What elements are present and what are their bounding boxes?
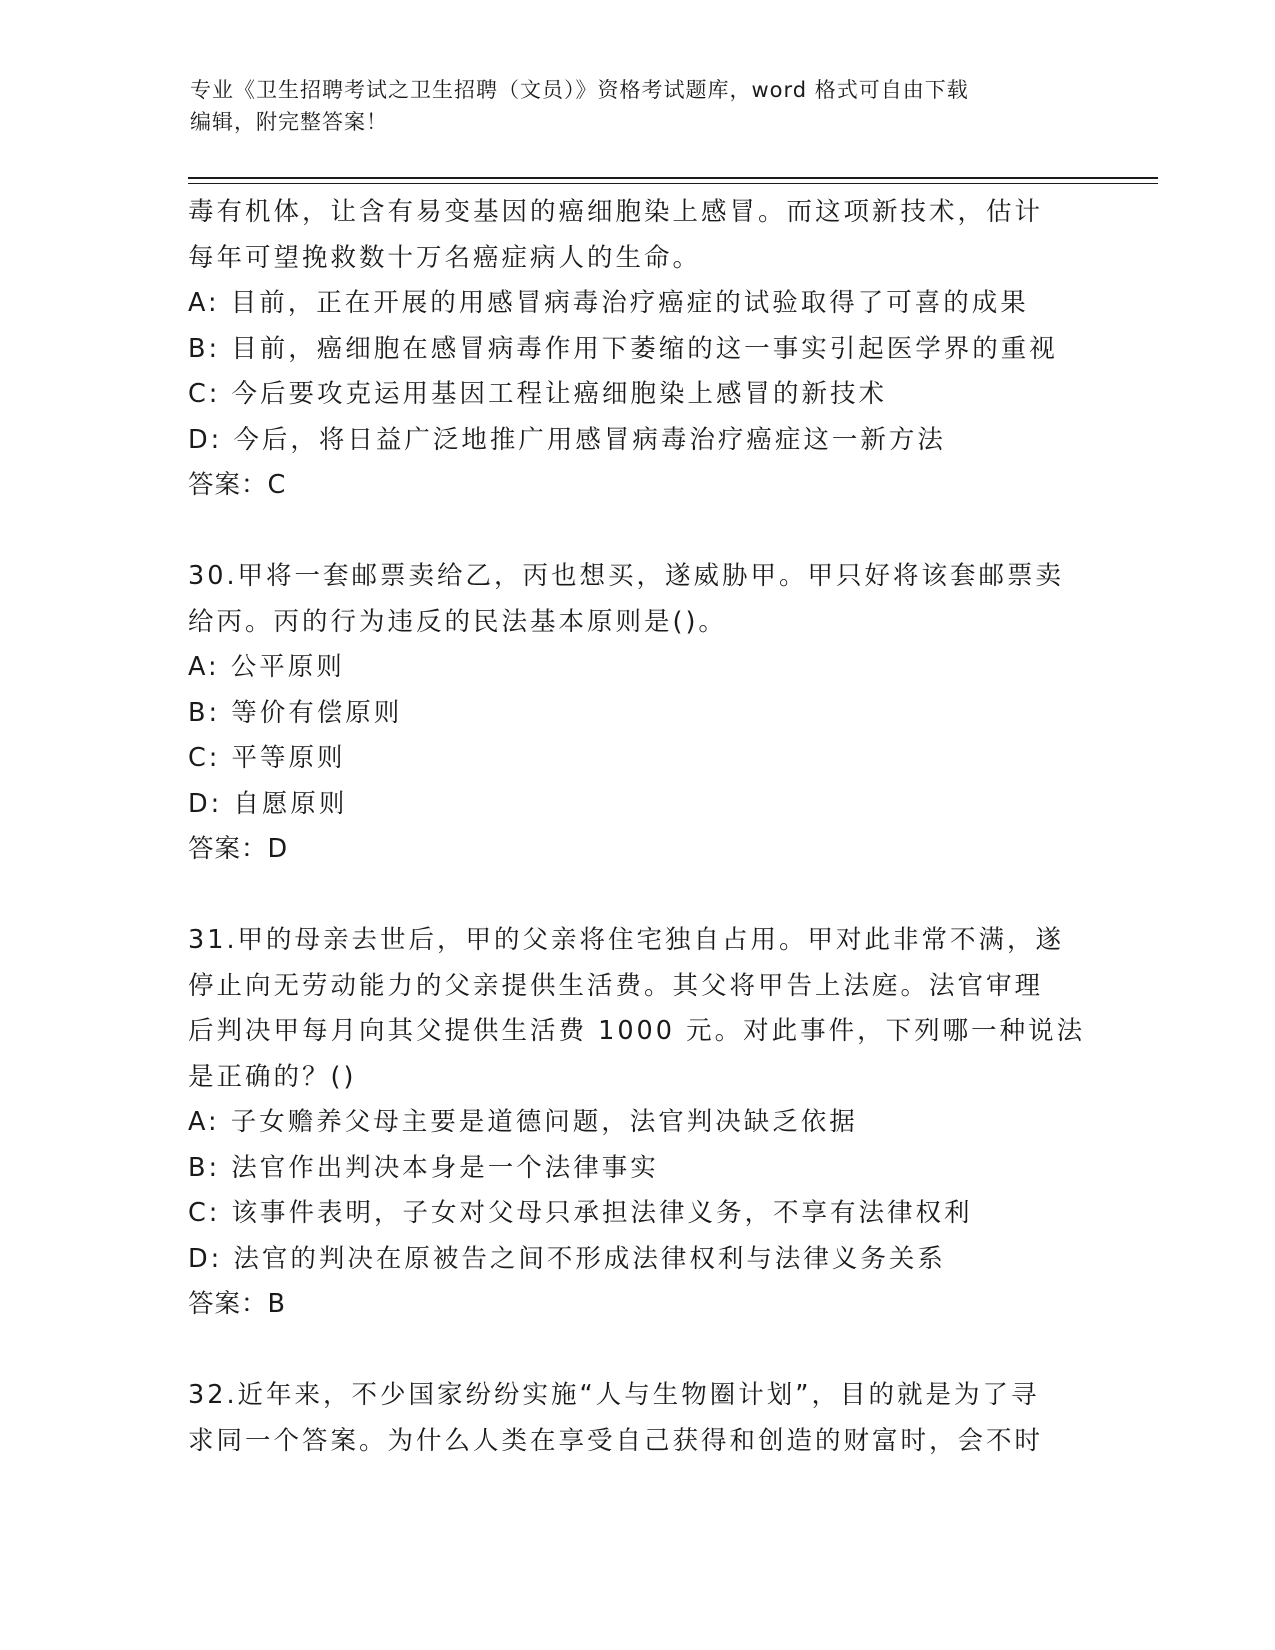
option-c: C: 今后要攻克运用基因工程让癌细胞染上感冒的新技术 (188, 379, 888, 409)
question-spacer (188, 873, 1088, 919)
question-30 (188, 554, 1088, 873)
answer-label: 答案：B (188, 1289, 286, 1319)
option-d: D: 法官的判决在原被告之间不形成法律权利与法律义务关系 (188, 1243, 946, 1274)
header-line-2: 编辑，附完整答案！ (190, 110, 388, 134)
option-b: B: 等价有偿原则 (188, 697, 403, 728)
option-b: B: 法官作出判决本身是一个法律事实 (188, 1152, 659, 1183)
question-continuation (188, 190, 1088, 509)
question-text-line: 32.近年来，不少国家纷纷实施“人与生物圈计划”，目的就是为了寻 (188, 1380, 1040, 1410)
question-31 (188, 918, 1088, 1328)
answer-label: 答案：C (188, 470, 287, 500)
question-text-line: 停止向无劳动能力的父亲提供生活费。其父将甲告上法庭。法官审理 (188, 970, 1044, 1001)
header-divider-thin (188, 183, 1158, 184)
option-a: A: 子女赡养父母主要是道德问题，法官判决缺乏依据 (188, 1107, 858, 1137)
header-divider-thick (188, 177, 1158, 179)
question-list (188, 190, 1088, 1464)
question-text-line: 给丙。丙的行为违反的民法基本原则是()。 (188, 606, 727, 637)
option-a: A: 目前，正在开展的用感冒病毒治疗癌症的试验取得了可喜的成果 (188, 288, 1029, 318)
answer-label: 答案：D (188, 834, 289, 864)
question-text-line: 每年可望挽救数十万名癌症病人的生命。 (188, 242, 702, 273)
question-text-line: 毒有机体，让含有易变基因的癌细胞染上感冒。而这项新技术，估计 (188, 197, 1044, 227)
question-text-line: 求同一个答案。为什么人类在享受自己获得和创造的财富时，会不时 (188, 1425, 1044, 1456)
option-d: D: 自愿原则 (188, 788, 348, 819)
question-text-line: 是正确的？() (188, 1061, 357, 1092)
header-line-1: 专业《卫生招聘考试之卫生招聘（文员）》资格考试题库，word 格式可自由下载 (190, 78, 969, 102)
question-spacer (188, 509, 1088, 555)
question-spacer (188, 1328, 1088, 1374)
question-text-line: 31.甲的母亲去世后，甲的父亲将住宅独自占用。甲对此非常不满，遂 (188, 925, 1065, 955)
question-32 (188, 1373, 1088, 1464)
option-a: A: 公平原则 (188, 652, 345, 682)
question-text-line: 后判决甲每月向其父提供生活费 1000 元。对此事件，下列哪一种说法 (188, 1016, 1086, 1046)
option-d: D: 今后，将日益广泛地推广用感冒病毒治疗癌症这一新方法 (188, 424, 946, 455)
question-text-line: 30.甲将一套邮票卖给乙，丙也想买，遂威胁甲。甲只好将该套邮票卖 (188, 561, 1065, 591)
option-b: B: 目前，癌细胞在感冒病毒作用下萎缩的这一事实引起医学界的重视 (188, 333, 1058, 364)
option-c: C: 该事件表明，子女对父母只承担法律义务，不享有法律权利 (188, 1198, 973, 1228)
option-c: C: 平等原则 (188, 743, 346, 773)
document-header (190, 74, 1090, 138)
